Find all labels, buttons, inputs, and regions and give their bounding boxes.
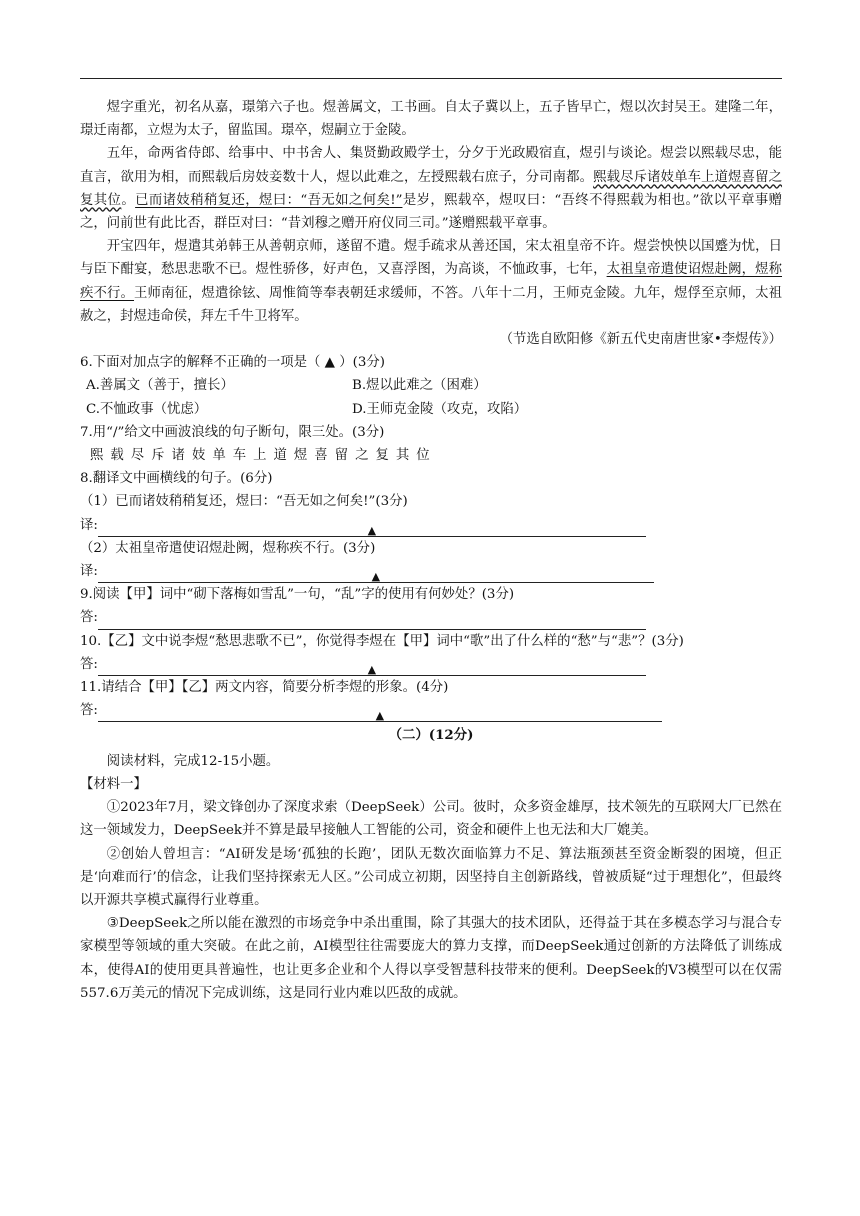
question-10: 10.【乙】文中说李煜“愁思悲歌不已”，你觉得李煜在【甲】词中“歌”出了什么样的“愁”与“悲”？(3分): [80, 633, 684, 649]
answer-label: 译:: [80, 564, 98, 580]
answer-line-10: [80, 653, 782, 676]
wavy-underlined-sentence: 熙载尽斥诸妓单车上道煜喜留之复其位: [80, 169, 783, 208]
triangle-icon: ▲: [371, 570, 381, 584]
question-11: 11.请结合【甲】【乙】两文内容，简要分析李煜的形象。(4分): [80, 680, 449, 696]
option-a: A.善属文（善于，擅长）: [86, 378, 234, 394]
passage-p2-c: 是岁，熙载卒，煜叹曰：“吾终不得熙载为相也。”欲以平章事赠之，问前世有此比否，群臣对曰：“昔刘穆之赠开府仪同三司。”遂赠熙载平章事。: [80, 192, 783, 232]
triangle-icon: ▲: [367, 663, 377, 677]
answer-blank[interactable]: [98, 611, 646, 630]
option-b: B.煜以此难之（困难）: [352, 378, 487, 394]
answer-blank[interactable]: [98, 657, 646, 676]
section-2-intro: 阅读材料，完成12-15小题。: [106, 753, 280, 769]
option-d: D.王师克金陵（攻克，攻陷）: [352, 401, 528, 417]
answer-blank[interactable]: [98, 703, 662, 722]
triangle-icon: ▲: [367, 523, 377, 537]
page-content: [80, 96, 782, 1005]
passage-p2-b: 。: [121, 192, 136, 208]
material-1-paragraph-2: ②创始人曾坦言：“AI研发是场‘孤独的长跑’，团队无数次面临算力不足、算法瓶颈甚至资金断裂的困境，但正是‘向难而行’的信念，让我们坚持探索无人区。”公司成立初期，因坚持自主创新路线，曾被质疑“过于理想化”，但最终以开源共享模式赢得行业尊重。: [80, 846, 782, 908]
header-rule: [80, 78, 782, 79]
question-7-sentence: 熙载尽斥诸妓单车上道煜喜留之复其位: [90, 448, 437, 464]
answer-blank[interactable]: [98, 564, 654, 583]
section-2-title: （二）(12分): [388, 727, 474, 744]
answer-label: 答:: [80, 656, 98, 672]
passage-source: （节选自欧阳修《新五代史南唐世家•李煜传》）: [499, 332, 782, 348]
passage-p2-a: 五年，命两省侍郎、给事中、中书舍人、集贤勤政殿学士，分夕于光政殿宿直，煜引与谈论。煜尝以熙载尽忠，能直言，欲用为相，而熙载后房妓妾数十人，煜以此难之，左授熙载右庶子，分司南都。: [80, 146, 782, 185]
question-9: 9.阅读【甲】词中“砌下落梅如雪乱”一句，“乱”字的使用有何妙处？(3分): [80, 587, 515, 603]
passage-paragraph-1: 煜字重光，初名从嘉，璟第六子也。煜善属文，工书画。自太子冀以上，五子皆早亡，煜以次封吴王。建隆二年，璟迁南都，立煜为太子，留监国。璟卒，煜嗣立于金陵。: [80, 100, 782, 139]
answer-label: 答:: [80, 610, 98, 626]
underlined-sentence-2: 太祖皇帝遣使诏煜赴阙，煜称疾不行。: [80, 262, 783, 301]
answer-blank[interactable]: [98, 518, 646, 537]
question-8: 8.翻译文中画横线的句子。(6分): [80, 471, 273, 487]
answer-line-8-2: [80, 560, 782, 583]
material-1-paragraph-3: ③DeepSeek之所以能在激烈的市场竞争中杀出重围，除了其强大的技术团队，还得益于其在多模态学习与混合专家模型等领域的重大突破。在此之前，AI模型往往需要庞大的算力支撑，而DeepSeek通过创新的方法降低了训练成本，使得AI的使用更具普遍性，也让更多企业和个人得以享受智慧科技带来的便利。DeepSeek的V3模型可以在仅需557.6万美元的情况下完成训练，这是同行业内难以匹敌的成就。: [80, 916, 782, 1001]
triangle-icon: ▲: [375, 709, 385, 723]
question-8-1: （1）已而诸妓稍稍复还，煜曰：“吾无如之何矣!”(3分): [80, 494, 408, 510]
material-1-paragraph-1: ①2023年7月，梁文锋创办了深度求索（DeepSeek）公司。彼时，众多资金雄厚，技术领先的互联网大厂已然在这一领域发力，DeepSeek并不算是最早接触人工智能的公司，资金和硬件上也无法和大厂媲美。: [80, 800, 782, 839]
answer-label: 答:: [80, 703, 98, 719]
question-8-2: （2）太祖皇帝遣使诏煜赴阙，煜称疾不行。(3分): [80, 540, 376, 556]
question-7: 7.用“/”给文中画波浪线的句子断句，限三处。(3分): [80, 424, 385, 440]
question-6-options-row-1: [80, 374, 782, 397]
passage-p3-a: 开宝四年，煜遣其弟韩王从善朝京师，遂留不遣。煜手疏求从善还国，宋太祖皇帝不许。煜尝怏怏以国蹙为忧，日与臣下酣宴，愁思悲歌不已。煜性骄侈，好声色，又喜浮图，为高谈，不恤政事，七年，: [80, 239, 782, 278]
question-6: 6.下面对加点字的解释不正确的一项是（ ▲ ）(3分): [80, 355, 385, 371]
answer-line-8-1: [80, 514, 782, 537]
answer-line-9: [80, 606, 782, 629]
option-c: C.不恤政事（忧虑）: [86, 401, 208, 417]
question-6-options-row-2: [80, 398, 782, 421]
passage-paragraph-2: [80, 142, 782, 235]
underlined-sentence-1: 已而诸妓稍稍复还，煜曰：“吾无如之何矣!”: [135, 192, 403, 208]
answer-label: 译:: [80, 517, 98, 533]
answer-line-11: [80, 699, 782, 722]
passage-p3-b: 王师南征，煜遣徐铉、周惟简等奉表朝廷求缓师，不答。八年十二月，王师克金陵。九年，煜俘至京师，太祖赦之，封煜违命侯，拜左千牛卫将军。: [80, 285, 783, 324]
passage-paragraph-3: [80, 235, 782, 328]
material-1-label: 【材料一】: [80, 776, 147, 792]
